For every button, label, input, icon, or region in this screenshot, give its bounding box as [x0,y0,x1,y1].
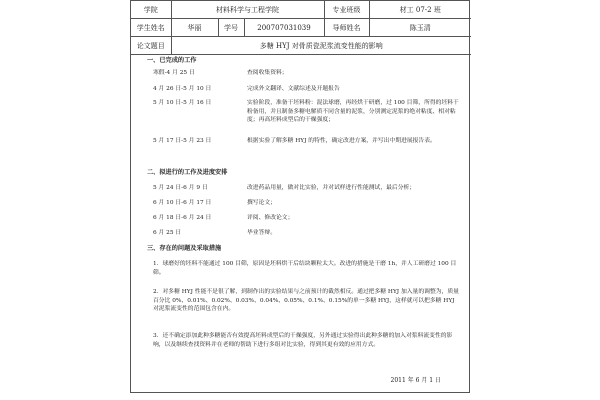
topic-label: 论文题目 [131,37,171,55]
plan-item-desc: 评阅、修改论文； [247,215,294,221]
report-date: 2011 年 6 月 1 日 [390,377,441,385]
done-item-time: 寒假-4 月 25 日 [153,70,195,76]
major-label: 专业班级 [324,1,369,19]
section-done-title: 一、已完成的工作 [147,57,197,64]
plan-item-time: 5 月 24 日-6 月 9 日 [153,185,208,191]
issue-item: 1．球磨好的坯料不能通过 100 目筛，原因是坯料烘干后结块颗粒太大。改进的措施是干磨 1h，并人工研磨过 100 目筛。 [153,261,457,276]
advisor-value: 陈玉清 [369,19,471,37]
plan-item-time: 6 月 10 日-6 月 17 日 [153,200,212,206]
issue-item: 3．还不确定添加此种多糖能否有效提高坯料成型后的干燥强度，另外通过实验得出此种多糖的加入对浆料流变性的影响，以及继续查找资料并在老师的帮助下进行多组对比实验，得到其更有效的应用方式。 [153,333,453,348]
college-value: 材料科学与工程学院 [171,1,324,19]
header-table [131,1,471,55]
plan-item-desc: 改进药品用量，做对比实验，并对试样进行性能测试，最后分析； [247,185,416,191]
done-item-desc: 完成外文翻译、文献综述及开题报告 [247,86,340,92]
progress-report-form [130,0,470,393]
issue-item: 2．对多糖 HYJ 性能不是很了解，到制作出的实验结果与之前预计的截然相反。通过把多糖 HYJ 加入量的调整为，质量百分比 0%、0.01%、0.02%、0.03%、0.04%、0.05%、0.1%、0.15%的单一多糖 HYJ，这样就可以把多糖 HYJ 对泥浆流变性的范围包含在内。 [153,289,459,313]
done-item-time: 5 月 10 日-5 月 16 日 [153,100,212,106]
student-name-value: 华丽 [171,19,218,37]
plan-item-time: 6 月 25 日 [153,230,182,236]
section-issue-title: 三、存在的问题及采取措施 [147,245,222,252]
topic-value: 多糖 HYJ 对骨质瓷泥浆流变性能的影响 [171,37,471,55]
section-plan-title: 二、拟进行的工作及进度安排 [147,169,228,176]
student-id-label: 学号 [218,19,244,37]
done-item-time: 4 月 26 日-5 月 10 日 [153,86,212,92]
done-item-time: 5 月 17 日-5 月 23 日 [153,138,212,144]
student-name-label: 学生姓名 [131,19,171,37]
plan-item-desc: 毕业答辩。 [247,230,276,236]
major-value: 材工 07-2 班 [369,1,471,19]
done-item-desc: 实验阶段，准备干坯料粉：混法球磨，再经烘干研磨，过 100 目筛，所得的坯料干粉备用，并且制备多糖电解质不同含量的泥浆，分别测定泥浆的绝对粘度、相对粘度；再高坯料成型后的干燥强度； [247,100,459,124]
done-item-desc: 根据实验了解多糖 HYJ 的特性，确定改进方案，并写出中期进展报告表。 [247,138,436,144]
plan-item-time: 6 月 18 日-6 月 24 日 [153,215,212,221]
advisor-label: 导师姓名 [324,19,369,37]
done-item-desc: 查阅收集资料； [247,70,288,76]
college-label: 学院 [131,1,171,19]
plan-item-desc: 撰写论文； [247,200,276,206]
student-id-value: 200707031039 [244,19,324,37]
report-body [131,53,469,392]
